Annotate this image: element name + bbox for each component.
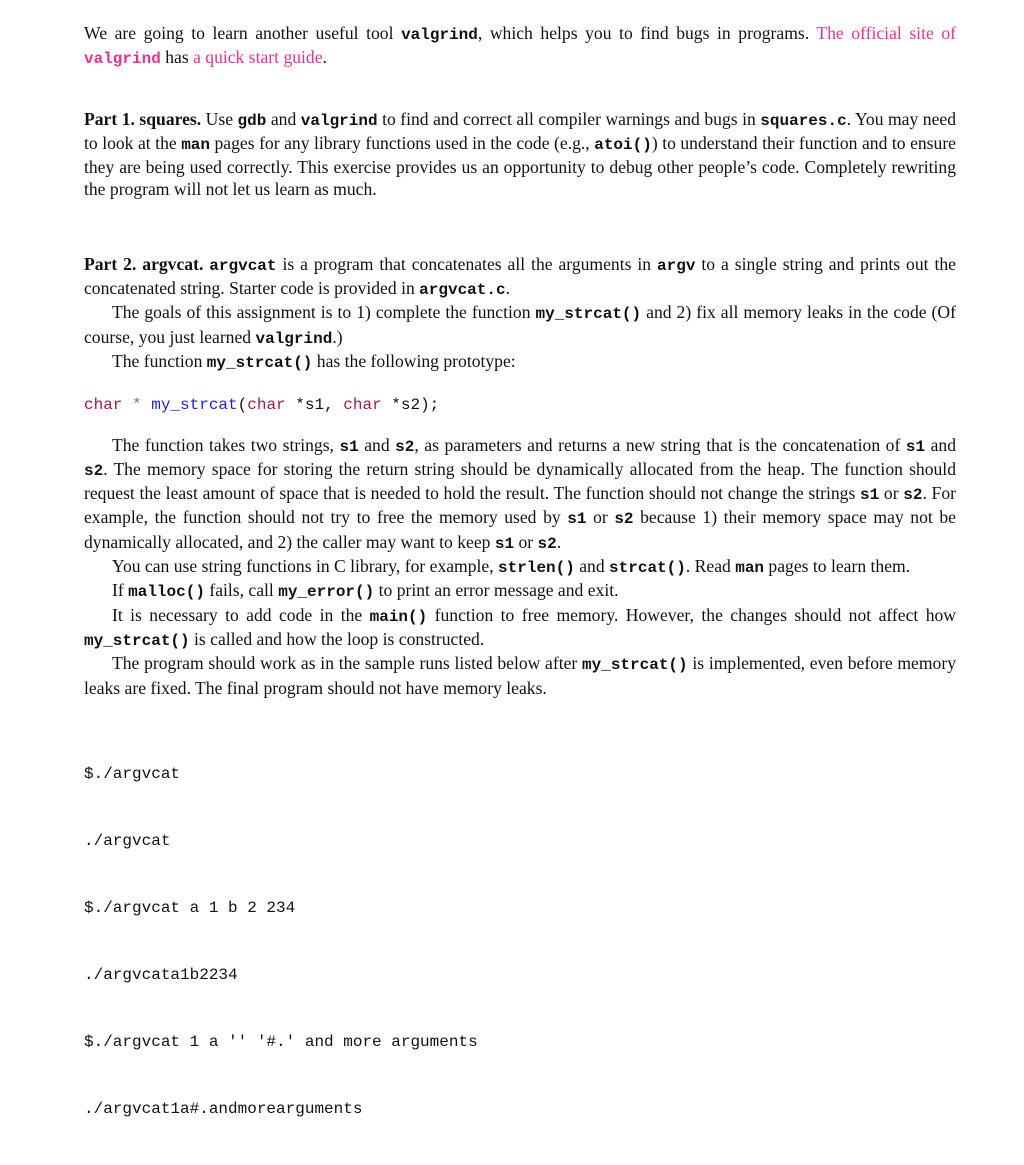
sample-line: $./argvcat 1 a '' '#.' and more arguments xyxy=(84,1032,478,1051)
text: fails, call xyxy=(204,580,279,601)
text: The program should work as in the sample runs listed below after xyxy=(112,653,583,674)
text: Use xyxy=(201,108,238,129)
text: . You may need to look at the xyxy=(84,108,956,153)
intro-and-parts xyxy=(84,22,956,374)
sample-line: ./argvcata1b2234 xyxy=(84,966,238,985)
text: . xyxy=(505,278,510,299)
inline-code: s2 xyxy=(903,486,923,505)
inline-code: atoi() xyxy=(594,135,652,154)
inline-code: argvcat.c xyxy=(419,281,506,300)
param: *s1, xyxy=(285,396,344,415)
inline-code: s1 xyxy=(339,437,359,456)
text: . Read xyxy=(685,556,736,577)
text: We are going to learn another useful tool xyxy=(84,23,402,43)
link[interactable]: The official site of xyxy=(816,23,956,43)
text: and 2) fix all memory leaks in the code (Of course, you just learned xyxy=(84,302,956,347)
text: to find and correct all compiler warnings and bugs in xyxy=(377,108,761,129)
inline-code: s1 xyxy=(905,437,926,456)
inline-code: s1 xyxy=(494,534,515,553)
text: has xyxy=(160,47,194,68)
paragraph xyxy=(84,301,956,350)
text: You can use string functions in C library, for example, xyxy=(112,556,499,577)
text: , which helps you to find bugs in programs. xyxy=(477,23,817,43)
text: has the following prototype: xyxy=(312,350,516,371)
text: . The memory space for storing the return string should be dynamically allocated from the heap. The function should request the least amount of space that is needed to hold the result. The function should not change the strings xyxy=(84,458,956,504)
inline-code: valgrind xyxy=(401,26,478,44)
sample-line: ./argvcat1a#.andmorearguments xyxy=(84,1099,363,1118)
inline-code: s2 xyxy=(84,461,104,480)
text: to a single string and prints out the concatenated string. Starter code is provided in xyxy=(84,253,956,299)
inline-code: s2 xyxy=(614,510,634,529)
inline-code: valgrind xyxy=(300,111,378,130)
text: The function takes two strings, xyxy=(112,434,340,455)
inline-code: my_strcat() xyxy=(84,631,190,650)
inline-code: my_strcat() xyxy=(582,656,688,675)
inline-code: my_error() xyxy=(278,583,375,602)
text: is implemented, even before memory leaks are fixed. The final program should not have memory leaks. xyxy=(84,653,957,698)
inline-code: malloc() xyxy=(128,583,205,602)
paragraph xyxy=(84,604,956,653)
inline-code: s1 xyxy=(860,486,880,505)
paragraph xyxy=(84,652,956,699)
document xyxy=(84,22,956,1165)
inline-code: squares.c xyxy=(760,111,847,130)
sample-runs xyxy=(84,719,956,1165)
text: . xyxy=(322,47,327,68)
text: and xyxy=(925,434,956,455)
keyword: char xyxy=(84,396,123,415)
sample-line: ./argvcat xyxy=(84,832,171,851)
param: *s2); xyxy=(381,396,440,415)
inline-code: argvcat xyxy=(209,256,277,275)
paragraph xyxy=(84,350,956,374)
text: or xyxy=(879,483,904,504)
text: function to free memory. However, the changes should not affect how xyxy=(427,604,956,625)
text: and xyxy=(574,556,610,577)
text: If xyxy=(112,580,129,601)
link[interactable]: a quick start guide xyxy=(193,47,323,68)
paragraph xyxy=(84,434,956,555)
paragraph xyxy=(84,22,956,71)
text: or xyxy=(586,507,615,528)
inline-code: argv xyxy=(657,256,696,275)
text: pages to learn them. xyxy=(764,556,911,577)
paragraph xyxy=(84,108,956,201)
text: because 1) their memory space may not be dynamically allocated, and 2) the caller may want to keep xyxy=(84,507,956,552)
inline-code: man xyxy=(735,559,765,578)
keyword: char xyxy=(247,396,286,415)
text: pages for any library functions used in the code (e.g., xyxy=(210,132,595,153)
inline-code: s1 xyxy=(567,510,587,529)
inline-code: my_strcat() xyxy=(535,305,642,324)
text: . xyxy=(556,531,562,552)
inline-code: strlen() xyxy=(498,559,575,578)
text: , as parameters and returns a new string that is the concatenation of xyxy=(414,434,906,455)
inline-code: s2 xyxy=(537,534,557,553)
paragraph xyxy=(84,579,956,603)
paren: ( xyxy=(237,396,248,415)
inline-code: strcat() xyxy=(609,559,686,578)
inline-code: gdb xyxy=(237,111,267,130)
inline-code: s2 xyxy=(395,437,415,456)
text: and xyxy=(266,108,301,129)
text: is a program that concatenates all the arguments in xyxy=(276,253,658,274)
part-heading: Part 1. squares. xyxy=(84,108,202,129)
prototype-code xyxy=(84,394,956,416)
text: The goals of this assignment is to 1) complete the function xyxy=(112,302,536,323)
keyword: char xyxy=(343,396,382,415)
inline-code: my_strcat() xyxy=(206,353,313,372)
paragraph xyxy=(84,253,956,302)
text: It is necessary to add code in the xyxy=(112,604,370,625)
part-heading: Part 2. argvcat. xyxy=(84,253,204,274)
link-code[interactable]: valgrind xyxy=(84,50,161,69)
text: is called and how the loop is constructed. xyxy=(189,628,485,649)
inline-code: main() xyxy=(369,607,428,626)
operator: * xyxy=(122,396,152,415)
sample-line: $./argvcat xyxy=(84,765,181,784)
inline-code: man xyxy=(181,135,210,154)
text: to print an error message and exit. xyxy=(374,580,619,601)
inline-code: valgrind xyxy=(255,329,333,348)
text: . For example, the function should not try to free the memory used by xyxy=(84,483,956,528)
text: or xyxy=(514,531,538,552)
text: ) to understand their function and to ensure they are being used correctly. This exercise provides us an opportunity to debug other people’s code. Completely rewriting the program will not let us learn as much. xyxy=(84,132,956,200)
paragraph xyxy=(84,555,956,579)
function-name: my_strcat xyxy=(151,396,238,415)
text: and xyxy=(358,434,396,455)
text: .) xyxy=(332,326,343,347)
sample-line: $./argvcat a 1 b 2 234 xyxy=(84,899,296,918)
text: The function xyxy=(112,350,207,371)
function-description xyxy=(84,434,956,699)
